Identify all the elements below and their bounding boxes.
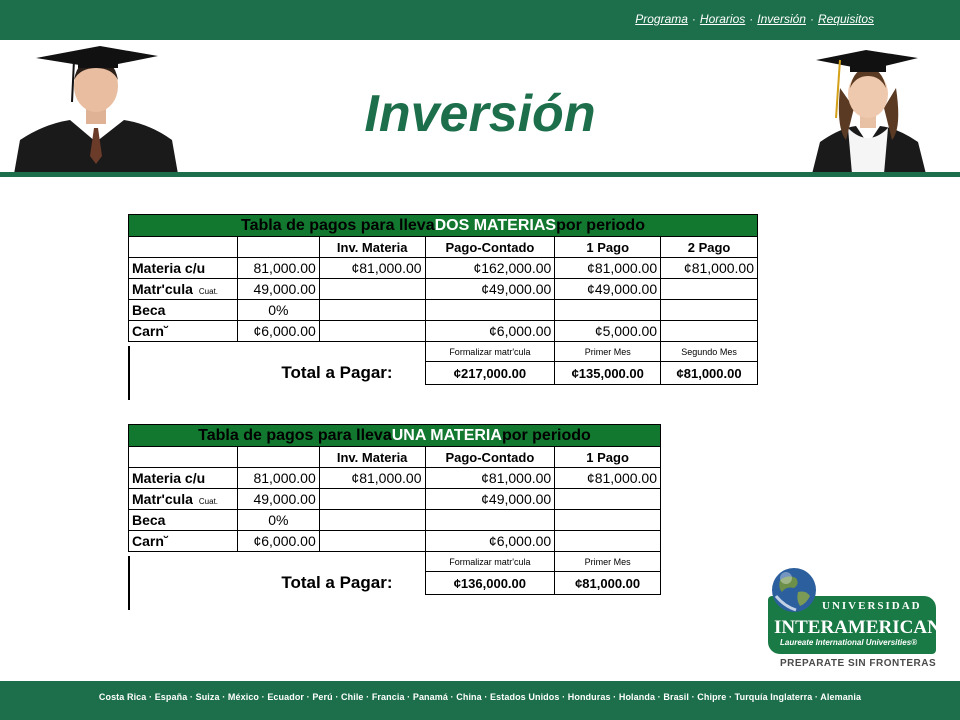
total-value: ¢136,000.00	[425, 572, 555, 595]
table-row: Carn˘ ¢6,000.00 ¢6,000.00 ¢5,000.00	[129, 321, 758, 342]
totals-caption: Formalizar matr'cula	[425, 552, 555, 572]
nav-separator: ·	[749, 12, 754, 26]
logo-line-interamericana: INTERAMERICANA	[774, 617, 955, 638]
table-row: Beca 0%	[129, 510, 661, 531]
column-header: 1 Pago	[555, 237, 661, 258]
totals-caption: Primer Mes	[555, 342, 661, 362]
totals-caption: Segundo Mes	[661, 342, 758, 362]
globe-icon	[770, 566, 818, 614]
payment-table-two-subjects	[128, 214, 758, 385]
column-header: Inv. Materia	[319, 237, 425, 258]
table-row: Beca 0%	[129, 300, 758, 321]
column-header: Pago-Contado	[425, 237, 555, 258]
total-value: ¢81,000.00	[555, 572, 661, 595]
footer-countries: Costa Rica · España · Suiza · México · Ecuador · Perú · Chile · Francia · Panamá · China · Estados Unidos · Honduras · Holanda · Brasil · Chipre · Turquía Inglaterra · Alemania	[98, 692, 862, 702]
payment-table-one-subject	[128, 424, 661, 595]
total-value: ¢81,000.00	[661, 362, 758, 385]
total-label: Total a Pagar:	[281, 362, 393, 382]
column-header: Inv. Materia	[319, 447, 425, 468]
total-value: ¢217,000.00	[425, 362, 555, 385]
column-header: Pago-Contado	[425, 447, 555, 468]
nav-link-programa[interactable]: Programa	[635, 12, 688, 26]
logo-line-university: UNIVERSIDAD	[822, 600, 922, 612]
nav-separator: ·	[691, 12, 696, 26]
logo-slogan: PREPARATE SIN FRONTERAS	[780, 658, 937, 669]
table-row: Materia c/u 81,000.00 ¢81,000.00 ¢81,000.00 ¢81,000.00	[129, 468, 661, 489]
nav-separator: ·	[809, 12, 814, 26]
total-label-cell	[129, 552, 426, 595]
totals-caption: Formalizar matr'cula	[425, 342, 555, 362]
logo-line-laureate: Laureate International Universities®	[780, 638, 918, 647]
totals-caption: Primer Mes	[555, 552, 661, 572]
nav-link-requisitos[interactable]: Requisitos	[817, 12, 874, 26]
total-label: Total a Pagar:	[281, 572, 393, 592]
column-header: 1 Pago	[555, 447, 661, 468]
table-row: Materia c/u 81,000.00 ¢81,000.00 ¢162,000.00 ¢81,000.00 ¢81,000.00	[129, 258, 758, 279]
university-logo	[768, 566, 955, 670]
nav-link-horarios[interactable]: Horarios	[699, 12, 746, 26]
header-divider	[0, 172, 960, 177]
nav-link-inversion[interactable]: Inversión	[757, 12, 806, 26]
total-value: ¢135,000.00	[555, 362, 661, 385]
total-label-cell	[129, 342, 426, 385]
table-title: Tabla de pagos para llevaDOS MATERIASpor periodo	[129, 215, 758, 237]
table-title: Tabla de pagos para llevaUNA MATERIApor periodo	[129, 425, 661, 447]
table-row: Carn˘ ¢6,000.00 ¢6,000.00	[129, 531, 661, 552]
page-title: Inversión	[364, 85, 596, 143]
table-row: Matr'cula Cuat. 49,000.00 ¢49,000.00	[129, 489, 661, 510]
top-nav	[635, 12, 874, 26]
column-header: 2 Pago	[661, 237, 758, 258]
table-row: Matr'cula Cuat. 49,000.00 ¢49,000.00 ¢49,000.00	[129, 279, 758, 300]
